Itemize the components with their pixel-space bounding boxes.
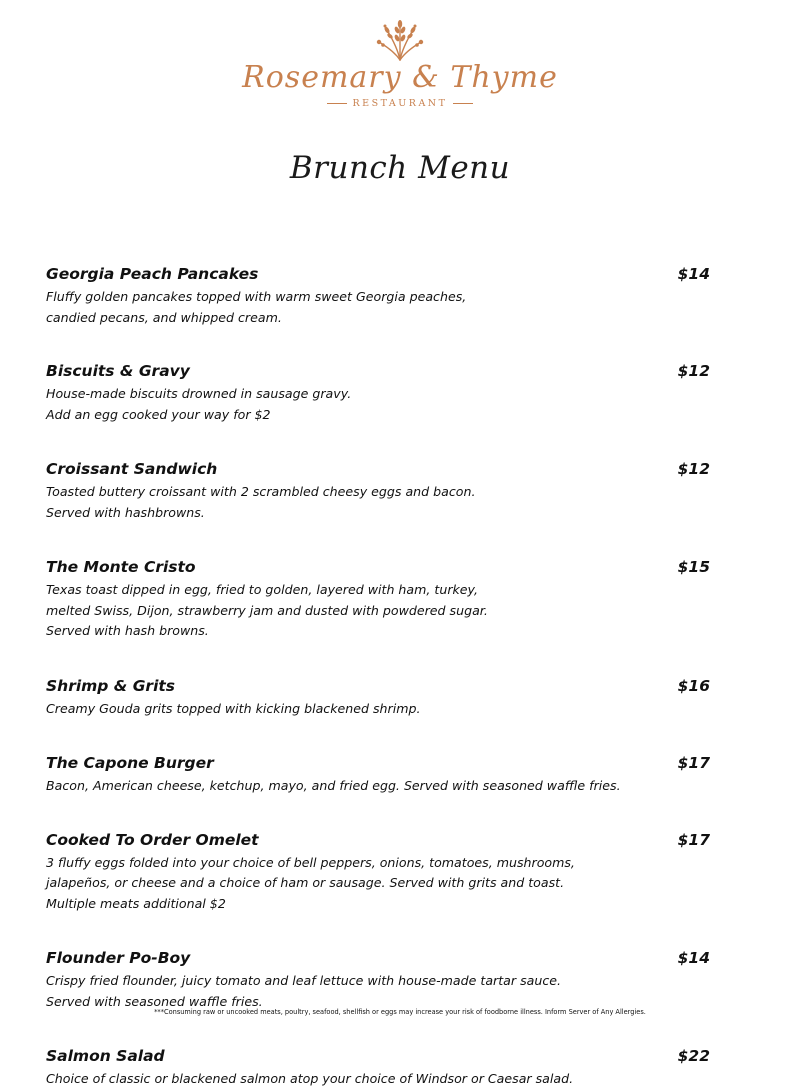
menu-item-description-line: Served with hash browns. — [46, 623, 209, 638]
menu-item-price: $12 — [677, 460, 710, 478]
menu-item-description-line: jalapeños, or cheese and a choice of ham or sausage. Served with grits and toast. — [46, 875, 565, 890]
menu-item-name: Biscuits & Gravy — [46, 362, 190, 380]
menu-item-price: $17 — [677, 830, 710, 849]
menu-item-price: $16 — [677, 676, 710, 695]
menu-item-description — [46, 580, 710, 642]
menu-item-description-line: Add an egg cooked your way for $2 — [46, 406, 271, 422]
divider — [327, 103, 347, 104]
allergy-disclaimer: ***Consuming raw or uncooked meats, poultry, seafood, shellfish or eggs may increase your risk of foodborne illness. Inform Server of Any Allergies. — [154, 1008, 646, 1016]
menu-item-description-line: Choice of classic or blackened salmon atop your choice of Windsor or Caesar salad. — [46, 1071, 574, 1086]
menu-item — [46, 1045, 710, 1090]
menu-item-description — [46, 699, 710, 720]
menu-item-name: Salmon Salad — [46, 1047, 165, 1065]
menu-item-description-line: Served with seasoned waffle fries. — [46, 993, 263, 1009]
menu-item-header — [46, 675, 710, 697]
menu-item-description — [46, 971, 710, 1012]
menu-item-description-line: Toasted buttery croissant with 2 scrambled cheesy eggs and bacon. — [46, 484, 476, 499]
menu-item-description-line: Multiple meats additional $2 — [46, 895, 226, 911]
menu-item-description — [46, 482, 710, 523]
menu-item-header — [46, 947, 710, 969]
menu-item-header — [46, 458, 710, 480]
menu-item-description — [46, 287, 710, 328]
menu-item-description-line: Bacon, American cheese, ketchup, mayo, and fried egg. Served with seasoned waffle fries. — [46, 778, 621, 793]
menu-item — [46, 675, 710, 720]
restaurant-subtitle-row — [0, 98, 800, 109]
menu-item-header — [46, 1045, 710, 1067]
menu-item — [46, 263, 710, 328]
menu-item-header — [46, 263, 710, 285]
menu-item — [46, 458, 710, 523]
menu-item-description-line: Served with hashbrowns. — [46, 504, 205, 520]
restaurant-subtitle: RESTAURANT — [352, 98, 448, 109]
menu-item-description-line: 3 fluffy eggs folded into your choice of bell peppers, onions, tomatoes, mushrooms, — [46, 854, 575, 870]
menu-item-description-line: House-made biscuits drowned in sausage gravy. — [46, 386, 352, 401]
menu-item-header — [46, 752, 710, 774]
menu-item-description-line: melted Swiss, Dijon, strawberry jam and dusted with powdered sugar. — [46, 602, 488, 618]
menu-item-price: $14 — [677, 949, 710, 967]
menu-item — [46, 752, 710, 797]
menu-item-description-line: candied pecans, and whipped cream. — [46, 309, 282, 325]
menu-item-price: $15 — [677, 558, 710, 576]
menu-item — [46, 556, 710, 642]
menu-item-price: $12 — [677, 362, 710, 380]
menu-item-name: Georgia Peach Pancakes — [46, 265, 259, 283]
menu-item-name: Croissant Sandwich — [46, 460, 218, 478]
menu-item-name: The Capone Burger — [46, 754, 214, 772]
menu-item-description-line: Creamy Gouda grits topped with kicking blackened shrimp. — [46, 700, 421, 716]
menu-item — [46, 829, 710, 915]
menu-item — [46, 360, 710, 425]
menu-item-header — [46, 829, 710, 851]
menu-item-description — [46, 1069, 710, 1090]
restaurant-name: Rosemary & Thyme — [242, 60, 558, 95]
restaurant-logo — [0, 14, 800, 109]
menu-item-name: The Monte Cristo — [46, 558, 196, 576]
menu-item-header — [46, 556, 710, 578]
menu-items-list — [46, 263, 710, 1090]
menu-item-name: Shrimp & Grits — [46, 676, 176, 695]
menu-item-description — [46, 853, 710, 915]
herb-sprig-icon — [365, 14, 435, 62]
menu-item-description-line: Fluffy golden pancakes topped with warm sweet Georgia peaches, — [46, 289, 467, 304]
menu-item-description-line: Crispy fried flounder, juicy tomato and leaf lettuce with house-made tartar sauce. — [46, 973, 562, 988]
menu-title: Brunch Menu — [289, 150, 511, 186]
menu-item — [46, 947, 710, 1012]
menu-item-name: Cooked To Order Omelet — [46, 830, 259, 849]
menu-item-price: $22 — [677, 1047, 710, 1065]
menu-item-name: Flounder Po-Boy — [46, 949, 191, 967]
menu-item-price: $14 — [677, 265, 710, 283]
divider — [453, 103, 473, 104]
menu-item-price: $17 — [677, 754, 710, 772]
menu-item-description — [46, 776, 710, 797]
menu-item-description — [46, 384, 710, 425]
menu-item-header — [46, 360, 710, 382]
menu-item-description-line: Texas toast dipped in egg, fried to golden, layered with ham, turkey, — [46, 582, 479, 597]
